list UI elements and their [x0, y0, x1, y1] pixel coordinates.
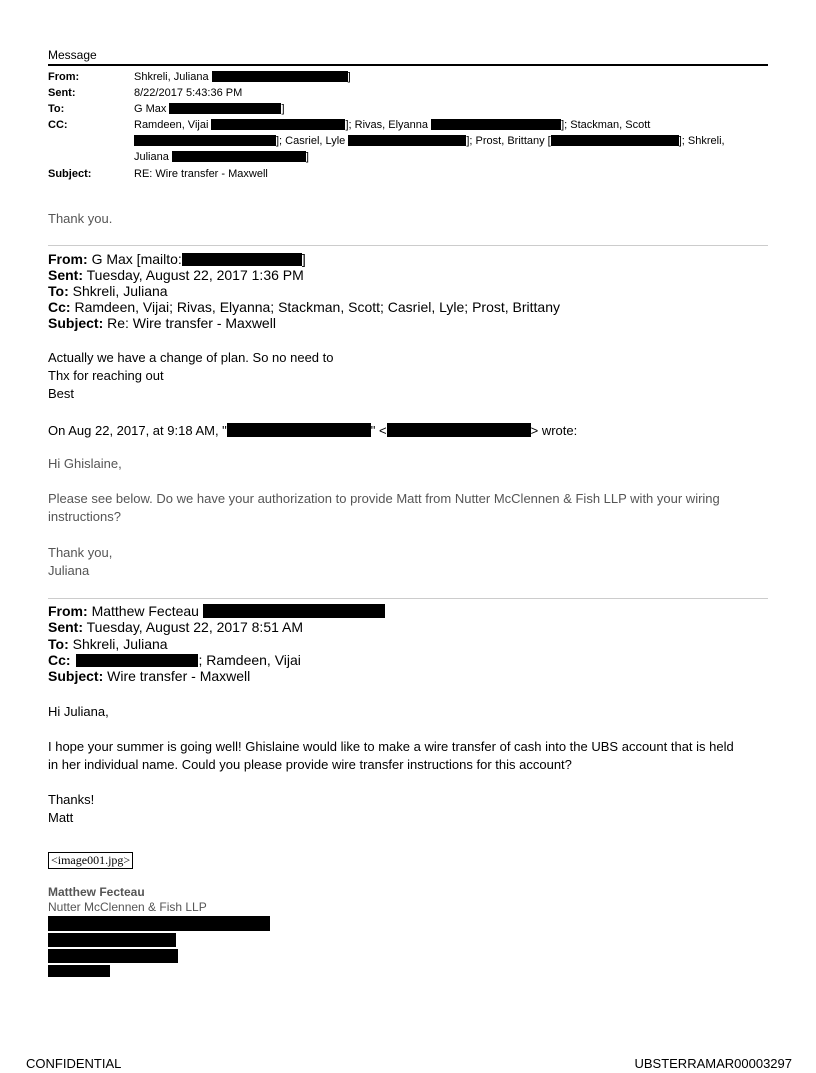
- to-label: To:: [48, 103, 65, 115]
- sent-value: 8/22/2017 5:43:36 PM: [134, 87, 243, 99]
- cc-line-3: Juliana ]: [134, 151, 309, 163]
- msg2-to-label: To:: [48, 283, 69, 299]
- redaction: [48, 949, 178, 963]
- attachment-placeholder[interactable]: <image001.jpg>: [48, 852, 133, 869]
- signature-name: Matthew Fecteau: [48, 885, 145, 899]
- quoted-greeting: Hi Ghislaine,: [48, 456, 122, 471]
- msg2-from-value: G Max [mailto:: [91, 251, 182, 267]
- quote-mid: " <: [370, 423, 387, 438]
- cc-ramdeen: Ramdeen, Vijai: [134, 119, 209, 131]
- redaction: [182, 253, 302, 266]
- from-label: From:: [48, 71, 80, 83]
- redaction: [48, 933, 176, 947]
- msg3-sent-value: Tuesday, August 22, 2017 8:51 AM: [86, 619, 304, 635]
- msg2-body-1: Actually we have a change of plan. So no need to: [48, 350, 334, 365]
- msg3-from-value: Matthew Fecteau: [91, 603, 199, 619]
- msg2-from: From: G Max [mailto: ]: [48, 251, 306, 267]
- sent-label: Sent:: [48, 87, 76, 99]
- cc-label: CC:: [48, 119, 68, 131]
- msg3-to: [48, 636, 168, 653]
- footer-confidential: CONFIDENTIAL: [26, 1056, 122, 1071]
- msg3-sent: [48, 619, 303, 636]
- msg3-subject-label: Subject:: [48, 668, 104, 684]
- msg2-to: [48, 283, 168, 300]
- redaction: [169, 103, 281, 114]
- subject-label: Subject:: [48, 168, 92, 180]
- msg2-subject: [48, 315, 276, 332]
- msg2-body-3: Best: [48, 386, 75, 401]
- msg3-greeting: Hi Juliana,: [48, 704, 109, 719]
- cc-line-2: [134, 134, 725, 148]
- cc-casriel: ]; Casriel, Lyle: [276, 135, 346, 147]
- cc-rivas: ]; Rivas, Elyanna: [345, 119, 429, 131]
- signature-firm: Nutter McClennen & Fish LLP: [48, 900, 207, 914]
- msg2-sent: [48, 267, 304, 284]
- redaction: [212, 71, 348, 82]
- redaction: [134, 135, 276, 146]
- quote-suffix: > wrote:: [530, 423, 578, 438]
- cc-stackman: ]; Stackman, Scott: [561, 119, 651, 131]
- redaction: [48, 916, 270, 931]
- msg3-sent-label: Sent:: [48, 619, 83, 635]
- msg3-para-2: in her individual name. Could you please provide wire transfer instructions for this account?: [48, 757, 572, 772]
- redaction: [76, 654, 198, 667]
- msg3-cc-label: Cc:: [48, 652, 71, 668]
- redaction: [227, 423, 371, 437]
- quoted-para-2: instructions?: [48, 509, 121, 524]
- divider: [48, 245, 768, 246]
- msg3-cc: [48, 652, 301, 669]
- header-divider: [48, 64, 768, 66]
- reply-body: Thank you.: [48, 211, 113, 226]
- msg2-subject-label: Subject:: [48, 315, 104, 331]
- msg3-thanks: Thanks!: [48, 792, 95, 807]
- cc-prost: ]; Prost, Brittany [: [466, 135, 551, 147]
- redaction: [387, 423, 531, 437]
- cc-shkreli: ]; Shkreli,: [678, 135, 725, 147]
- msg3-para-1: I hope your summer is going well! Ghislaine would like to make a wire transfer of cash into the UBS account that is held: [48, 739, 734, 754]
- msg3-from-label: From:: [48, 603, 88, 619]
- cc-juliana: Juliana: [134, 151, 169, 163]
- subject-value: RE: Wire transfer - Maxwell: [134, 168, 268, 180]
- from-value: Shkreli, Juliana ]: [134, 71, 351, 83]
- from-name: Shkreli, Juliana: [134, 71, 209, 83]
- quote-header: [48, 423, 577, 439]
- msg2-body-2: Thx for reaching out: [48, 368, 164, 383]
- msg3-name: Matt: [48, 810, 74, 825]
- msg3-cc-value: ; Ramdeen, Vijai: [198, 652, 301, 668]
- redaction: [431, 119, 561, 130]
- message-label: Message: [48, 48, 97, 62]
- redaction: [551, 135, 679, 146]
- redaction: [211, 119, 345, 130]
- msg3-subject: [48, 668, 250, 685]
- msg3-subject-value: Wire transfer - Maxwell: [107, 668, 251, 684]
- divider: [48, 598, 768, 599]
- msg2-sent-value: Tuesday, August 22, 2017 1:36 PM: [86, 267, 304, 283]
- msg3-from: [48, 603, 385, 620]
- msg2-sent-label: Sent:: [48, 267, 83, 283]
- msg2-subject-value: Re: Wire transfer - Maxwell: [107, 315, 276, 331]
- msg2-cc: [48, 299, 560, 316]
- msg2-cc-label: Cc:: [48, 299, 71, 315]
- quoted-para-1: Please see below. Do we have your authorization to provide Matt from Nutter McClennen & Fish LLP with your wiring: [48, 491, 720, 506]
- redaction: [48, 965, 110, 977]
- to-value: G Max ]: [134, 103, 285, 115]
- quoted-name: Juliana: [48, 563, 90, 578]
- msg2-from-label: From:: [48, 251, 88, 267]
- to-name: G Max: [134, 103, 167, 115]
- footer-bates-number: UBSTERRAMAR00003297: [634, 1056, 792, 1071]
- msg2-to-value: Shkreli, Juliana: [72, 283, 168, 299]
- redaction: [203, 604, 385, 618]
- msg3-to-label: To:: [48, 636, 69, 652]
- cc-line-1: [134, 118, 650, 132]
- quoted-thanks: Thank you,: [48, 545, 113, 560]
- redaction: [348, 135, 466, 146]
- quote-prefix: On Aug 22, 2017, at 9:18 AM, ": [48, 423, 227, 438]
- msg2-cc-value: Ramdeen, Vijai; Rivas, Elyanna; Stackman, Scott; Casriel, Lyle; Prost, Brittany: [74, 299, 560, 315]
- msg3-to-value: Shkreli, Juliana: [72, 636, 168, 652]
- redaction: [172, 151, 306, 162]
